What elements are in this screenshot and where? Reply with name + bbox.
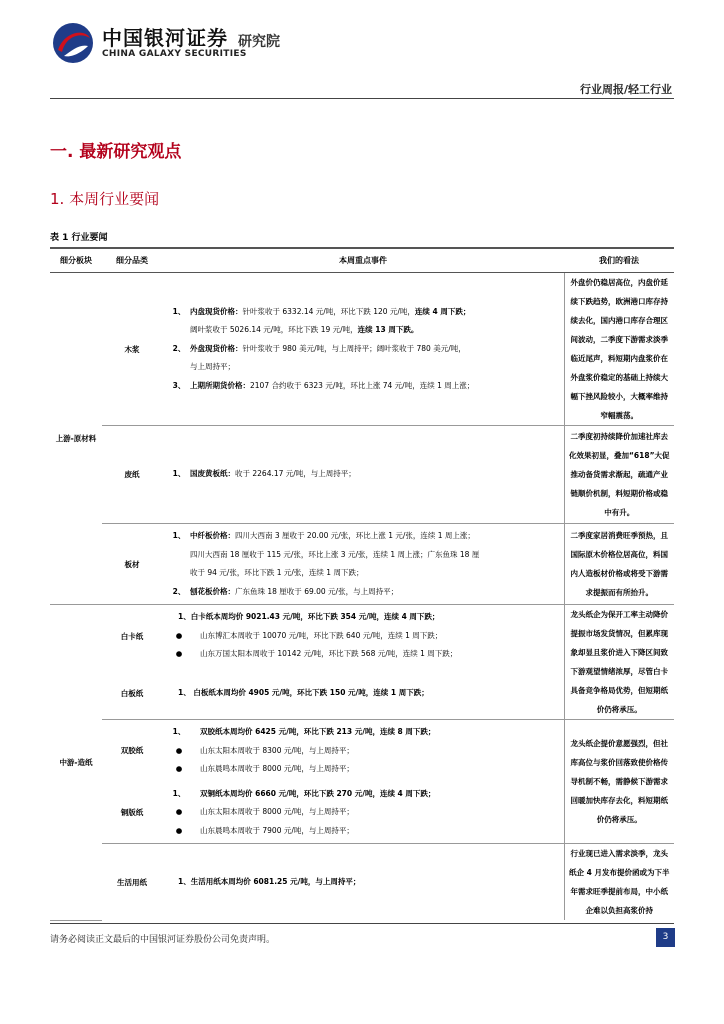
table-row [50,426,674,524]
events-cell [162,720,564,782]
view-cell: 行业现已进入需求淡季，龙头纸企 4 月发布提价函或为下半年需求旺季提前布局，中小纸企难以负担高浆价持 [564,844,674,921]
event-text: 收于 94 元/张，环比下跌 1 元/张，连续 1 周下跌； [190,568,364,577]
list-number: 1、 [172,531,186,540]
bullet-icon: ● [175,764,183,773]
event-text: 四川大西南 18 厘收于 115 元/张，环比上涨 3 元/张，连续 1 周上涨；广东鱼珠 18 厘 [190,549,480,559]
table-row [50,605,674,668]
events-cell [162,844,564,921]
event-text: 阔叶浆收于 5026.14 元/吨，环比下跌 19 元/吨， [190,325,358,335]
bullet-icon: ● [175,807,183,816]
galaxy-logo-icon [50,22,96,64]
header-sector: 细分板块 [50,248,102,273]
event-text-bold: 1、生活用纸本周均价 6081.25 元/吨，与上周持平； [178,876,361,886]
events-cell [162,605,564,668]
view-cell: 龙头纸企提价意愿强烈，但社库高位与浆价回落致使价格传导机制不畅，需静候下游需求回暖加快库存去化，料短期纸价仍将承压。 [564,720,674,844]
events-cell [162,782,564,844]
section-heading: 一. 最新研究观点 [50,142,182,162]
logo-text-sub: 研究院 [238,34,280,50]
bullet-icon: ● [175,745,183,755]
category-cell: 废纸 [102,426,162,524]
list-number: 3、 [172,380,186,390]
event-text-bold: 连续 4 周下跌； [414,306,471,316]
category-cell: 白卡纸 [120,631,144,641]
event-text: 与上周持平； [190,362,235,372]
event-label: 刨花板价格： [190,586,235,596]
event-text: 收于 2264.17 元/吨，与上周持平； [235,469,356,479]
view-cell: 外盘价仍稳居高位，内盘价延续下跌趋势，欧洲港口库存持续去化，国内港口库存合理区间波动，二季度下游需求淡季临近尾声，料短期内盘浆价在外盘浆价稳定的基础上持续大幅下挫风险较小，大概率维持窄幅震荡。 [564,273,674,426]
page-number: 3 [656,928,675,947]
event-text: 山东万国太阳本周收于 10142 元/吨，环比下跌 568 元/吨，连续 1 周下跌； [200,649,458,659]
category-cell: 白板纸 [102,667,162,719]
logo-text-en: CHINA GALAXY SECURITIES [102,49,247,59]
event-label: 上期所期货价格： [190,380,250,390]
event-text-bold: 1、白卡纸本周均价 9021.43 元/吨，环比下跌 354 元/吨，连续 4 周下跌； [178,612,440,622]
category-cell: 双胶纸 [120,746,144,756]
events-cell [162,426,564,524]
events-cell [162,667,564,719]
event-label: 内盘现货价格： [190,306,243,316]
event-label: 外盘现货价格： [190,343,243,353]
company-logo [50,20,295,65]
event-text: 四川大西南 3 厘收于 20.00 元/张，环比上涨 1 元/张，连续 1 周上涨； [235,531,475,540]
industry-news-table [50,247,674,921]
disclaimer-text: 请务必阅读正文最后的中国银河证券股份公司免责声明。 [50,935,276,945]
bullet-icon: ● [175,649,183,659]
table-row [50,844,674,921]
header-view: 我们的看法 [564,248,674,273]
view-cell: 二季度初持续降价加速社库去化效果初显，叠加“618”大促推动备货需求渐起，疏通产业链顺价机制，料短期价格或稳中有升。 [564,426,674,524]
event-label: 国废黄板纸： [190,469,235,479]
table-title: 表 1 行业要闻 [50,233,108,243]
event-text: 山东晨鸣本周收于 7900 元/吨，与上周持平； [200,825,354,835]
table-row [50,524,674,605]
events-cell [162,273,564,426]
header-category: 细分品类 [102,248,162,273]
logo-text-cn: 中国银河证券 [102,26,228,50]
event-text-bold: 双胶纸本周均价 6425 元/吨，环比下跌 213 元/吨，连续 8 周下跌； [200,727,436,736]
category-cell: 铜版纸 [102,782,162,844]
table-row [50,273,674,426]
event-text: 针叶浆收于 6332.14 元/吨，环比下跌 120 元/吨， [242,306,415,316]
event-text: 山东博汇本周收于 10070 元/吨，环比下跌 640 元/吨，连续 1 周下跌； [200,630,443,640]
list-number: 2、 [172,586,186,596]
event-label: 中纤板价格： [190,531,235,540]
event-text: 山东晨鸣本周收于 8000 元/吨，与上周持平； [200,764,354,773]
bullet-icon: ● [175,630,183,640]
list-number: 2、 [172,343,186,353]
list-number: 1、 [172,727,186,736]
footer-divider [50,923,674,924]
event-text-bold: 1、 白板纸本周均价 4905 元/吨，环比下跌 150 元/吨，连续 1 周下跌； [178,687,429,697]
sector-cell: 中游-造纸 [50,605,102,921]
list-number: 1、 [172,469,186,479]
report-category: 行业周报/轻工行业 [579,83,672,96]
category-cell: 板材 [102,524,162,605]
header-events: 本周重点事件 [162,248,564,273]
bullet-icon: ● [175,825,183,835]
event-text: 山东太阳本周收于 8300 元/吨，与上周持平； [200,745,354,755]
event-text-bold: 双铜纸本周均价 6660 元/吨，环比下跌 270 元/吨，连续 4 周下跌； [200,788,436,798]
list-number: 1、 [172,306,186,316]
event-text: 2107 合约收于 6323 元/吨，环比上涨 74 元/吨，连续 1 周上涨； [250,380,475,390]
event-text: 针叶浆收于 980 美元/吨，与上周持平；阔叶浆收于 780 美元/吨， [242,343,466,353]
subsection-heading: 1. 本周行业要闻 [50,190,160,208]
category-cell: 生活用纸 [117,877,147,887]
view-cell: 二季度家居消费旺季预热，且国际原木价格位居高位，料国内人造板材价格或将受下游需求提振而有所抬升。 [564,524,674,605]
event-text-bold: 连续 13 周下跌。 [357,325,419,335]
list-number: 1、 [172,788,186,798]
table-row [50,720,674,782]
event-text: 广东鱼珠 18 厘收于 69.00 元/张，与上周持平； [235,586,399,596]
sector-cell: 上游-原材料 [50,273,102,605]
category-cell: 木浆 [102,273,162,426]
events-cell [162,524,564,605]
table-header-row [50,248,674,273]
view-cell: 龙头纸企为保开工率主动降价提振市场发货情况，但累库现象却显且浆价进入下降区间致下游观望情绪浓厚，尽管白卡具备竞争格局优势，但短期纸价仍将承压。 [564,605,674,720]
header-divider [50,98,674,99]
event-text: 山东太阳本周收于 8000 元/吨，与上周持平； [200,807,354,816]
